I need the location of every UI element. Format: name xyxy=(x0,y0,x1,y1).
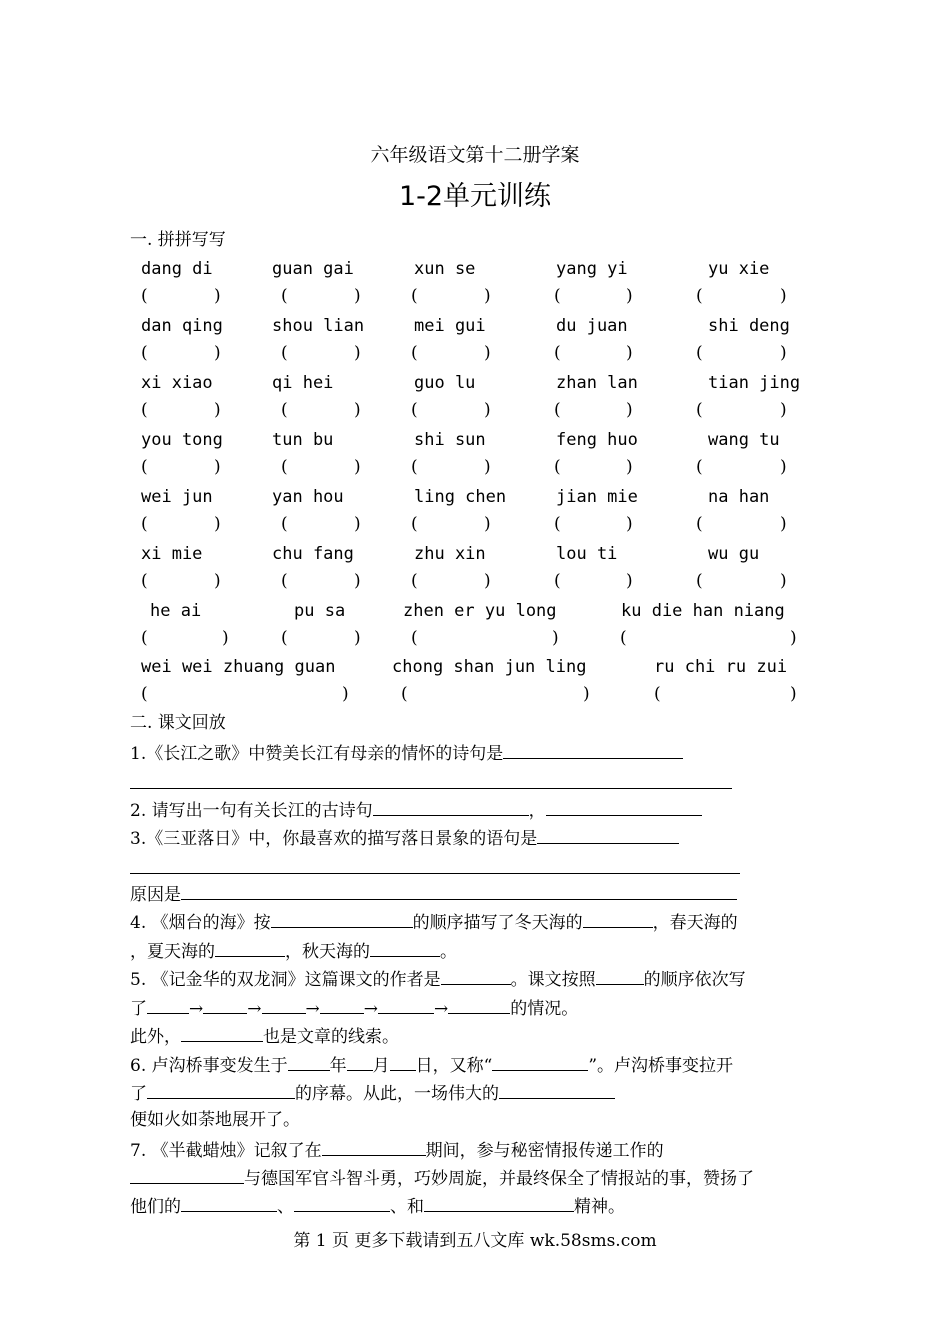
answer-bracket-close[interactable]: ) xyxy=(790,628,797,648)
answer-bracket-close[interactable]: ) xyxy=(780,571,787,591)
answer-bracket-open[interactable]: ( xyxy=(554,286,561,306)
answer-bracket-close[interactable]: ) xyxy=(626,514,633,534)
pinyin-prompt: lou ti xyxy=(556,544,618,564)
answer-blank[interactable] xyxy=(294,1194,390,1212)
answer-blank[interactable] xyxy=(320,996,364,1014)
answer-blank[interactable] xyxy=(147,996,189,1014)
pinyin-prompt: guo lu xyxy=(414,373,476,393)
answer-bracket-close[interactable]: ) xyxy=(626,571,633,591)
question-6-cont2: 便如火如荼地展开了。 xyxy=(130,1110,300,1130)
pinyin-prompt: wei jun xyxy=(141,487,213,507)
answer-bracket-close[interactable]: ) xyxy=(342,684,349,704)
answer-blank[interactable] xyxy=(370,939,440,957)
answer-bracket-open[interactable]: ( xyxy=(141,684,148,704)
answer-blank[interactable] xyxy=(596,967,644,985)
answer-bracket-open[interactable]: ( xyxy=(620,628,627,648)
answer-blank[interactable] xyxy=(390,1053,416,1071)
answer-bracket-close[interactable]: ) xyxy=(790,684,797,704)
question-1: 1.《长江之歌》中赞美长江有母亲的情怀的诗句是 xyxy=(130,741,683,765)
answer-bracket-open[interactable]: ( xyxy=(696,286,703,306)
answer-bracket-open[interactable]: ( xyxy=(554,514,561,534)
pinyin-prompt: shi sun xyxy=(414,430,486,450)
page-title: 六年级语文第十二册学案 xyxy=(370,144,580,166)
pinyin-prompt: chong shan jun ling xyxy=(392,657,587,677)
answer-bracket-close[interactable]: ) xyxy=(626,286,633,306)
pinyin-prompt: dang di xyxy=(141,259,213,279)
answer-bracket-close[interactable]: ) xyxy=(222,628,229,648)
answer-bracket-close[interactable]: ) xyxy=(354,514,361,534)
answer-bracket-close[interactable]: ) xyxy=(484,400,491,420)
pinyin-prompt: xi xiao xyxy=(141,373,213,393)
answer-bracket-close[interactable]: ) xyxy=(214,514,221,534)
question-4: 4. 《烟台的海》按 的顺序描写了冬天海的 ，春天海的 xyxy=(130,910,738,934)
answer-blank[interactable] xyxy=(378,996,434,1014)
answer-bracket-close[interactable]: ) xyxy=(214,286,221,306)
section-1-heading: 一. 拼拼写写 xyxy=(130,230,226,250)
pinyin-prompt: shi deng xyxy=(708,316,790,336)
answer-blank[interactable] xyxy=(373,798,529,816)
answer-bracket-close[interactable]: ) xyxy=(354,457,361,477)
pinyin-prompt: na han xyxy=(708,487,770,507)
answer-blank[interactable] xyxy=(271,910,413,928)
answer-blank[interactable] xyxy=(448,996,510,1014)
answer-bracket-close[interactable]: ) xyxy=(354,628,361,648)
pinyin-prompt: he ai xyxy=(150,601,202,621)
pinyin-prompt: zhan lan xyxy=(556,373,638,393)
answer-bracket-close[interactable]: ) xyxy=(484,343,491,363)
pinyin-prompt: feng huo xyxy=(556,430,638,450)
answer-bracket-open[interactable]: ( xyxy=(281,400,288,420)
question-6: 6. 卢沟桥事变发生于 年 月 日，又称“ ”。卢沟桥事变拉开 xyxy=(130,1053,733,1077)
answer-bracket-open[interactable]: ( xyxy=(281,343,288,363)
pinyin-prompt: zhu xin xyxy=(414,544,486,564)
answer-bracket-open[interactable]: ( xyxy=(141,457,148,477)
pinyin-prompt: yang yi xyxy=(556,259,628,279)
answer-bracket-close[interactable]: ) xyxy=(214,571,221,591)
answer-bracket-open[interactable]: ( xyxy=(696,571,703,591)
question-2: 2. 请写出一句有关长江的古诗句 ， xyxy=(130,798,702,822)
answer-bracket-close[interactable]: ) xyxy=(214,457,221,477)
page-footer: 第 1 页 更多下载请到五八文库 wk.58sms.com xyxy=(293,1231,657,1251)
answer-blank[interactable] xyxy=(147,1081,295,1099)
pinyin-prompt: jian mie xyxy=(556,487,638,507)
question-7-cont: 与德国军官斗智斗勇，巧妙周旋，并最终保全了情报站的事，赞扬了 xyxy=(130,1166,754,1190)
answer-bracket-open[interactable]: ( xyxy=(281,571,288,591)
answer-bracket-open[interactable]: ( xyxy=(696,400,703,420)
pinyin-prompt: zhen er yu long xyxy=(403,601,557,621)
answer-bracket-close[interactable]: ) xyxy=(214,343,221,363)
question-5-cont: 了 → → → → → 的情况。 xyxy=(130,996,578,1020)
answer-blank[interactable] xyxy=(130,1166,244,1184)
pinyin-prompt: yan hou xyxy=(272,487,344,507)
answer-bracket-open[interactable]: ( xyxy=(141,628,148,648)
question-3-reason: 原因是 xyxy=(130,882,737,906)
pinyin-prompt: wu gu xyxy=(708,544,760,564)
answer-bracket-open[interactable]: ( xyxy=(141,514,148,534)
arrow-icon: → xyxy=(363,999,378,1019)
answer-blank[interactable] xyxy=(181,882,737,900)
answer-bracket-open[interactable]: ( xyxy=(281,514,288,534)
answer-blank[interactable] xyxy=(347,1053,373,1071)
answer-bracket-close[interactable]: ) xyxy=(626,457,633,477)
answer-blank[interactable] xyxy=(537,826,679,844)
answer-bracket-close[interactable]: ) xyxy=(626,400,633,420)
answer-bracket-open[interactable]: ( xyxy=(281,457,288,477)
answer-bracket-close[interactable]: ) xyxy=(354,286,361,306)
answer-bracket-close[interactable]: ) xyxy=(780,343,787,363)
answer-blank[interactable] xyxy=(503,741,683,759)
answer-bracket-open[interactable]: ( xyxy=(411,514,418,534)
answer-blank[interactable] xyxy=(181,1024,263,1042)
answer-bracket-close[interactable]: ) xyxy=(484,457,491,477)
answer-bracket-close[interactable]: ) xyxy=(583,684,590,704)
answer-blank[interactable] xyxy=(492,1053,588,1071)
question-7-cont2: 他们的 、 、和 精神。 xyxy=(130,1194,625,1218)
answer-bracket-open[interactable]: ( xyxy=(281,628,288,648)
pinyin-prompt: shou lian xyxy=(272,316,365,336)
answer-bracket-close[interactable]: ) xyxy=(552,628,559,648)
pinyin-prompt: ru chi ru zui xyxy=(654,657,788,677)
answer-bracket-open[interactable]: ( xyxy=(554,571,561,591)
arrow-icon: → xyxy=(305,999,320,1019)
question-4-cont: ，夏天海的 ，秋天海的 。 xyxy=(130,939,457,963)
pinyin-prompt: guan gai xyxy=(272,259,354,279)
answer-blank[interactable] xyxy=(583,910,653,928)
answer-bracket-open[interactable]: ( xyxy=(696,343,703,363)
answer-bracket-open[interactable]: ( xyxy=(554,400,561,420)
page-subtitle: 1-2单元训练 xyxy=(398,181,552,212)
answer-bracket-close[interactable]: ) xyxy=(780,457,787,477)
answer-bracket-open[interactable]: ( xyxy=(696,457,703,477)
answer-blank[interactable] xyxy=(288,1053,330,1071)
pinyin-prompt: mei gui xyxy=(414,316,486,336)
arrow-icon: → xyxy=(434,999,449,1019)
answer-bracket-close[interactable]: ) xyxy=(484,286,491,306)
question-5: 5. 《记金华的双龙洞》这篇课文的作者是 。课文按照 的顺序依次写 xyxy=(130,967,746,991)
pinyin-prompt: pu sa xyxy=(294,601,346,621)
answer-bracket-open[interactable]: ( xyxy=(141,343,148,363)
question-5-cont2: 此外， 也是文章的线索。 xyxy=(130,1024,399,1048)
answer-blank[interactable] xyxy=(262,996,306,1014)
answer-bracket-close[interactable]: ) xyxy=(354,343,361,363)
answer-bracket-open[interactable]: ( xyxy=(554,343,561,363)
answer-bracket-open[interactable]: ( xyxy=(411,628,418,648)
answer-bracket-close[interactable]: ) xyxy=(214,400,221,420)
answer-bracket-open[interactable]: ( xyxy=(554,457,561,477)
answer-blank[interactable] xyxy=(546,798,702,816)
answer-bracket-open[interactable]: ( xyxy=(696,514,703,534)
answer-blank[interactable] xyxy=(215,939,285,957)
answer-bracket-close[interactable]: ) xyxy=(484,571,491,591)
answer-bracket-open[interactable]: ( xyxy=(401,684,408,704)
answer-bracket-open[interactable]: ( xyxy=(411,571,418,591)
answer-blank[interactable] xyxy=(181,1194,277,1212)
section-2-heading: 二. 课文回放 xyxy=(130,713,226,733)
answer-blank[interactable] xyxy=(424,1194,574,1212)
pinyin-prompt: dan qing xyxy=(141,316,223,336)
pinyin-prompt: du juan xyxy=(556,316,628,336)
answer-bracket-close[interactable]: ) xyxy=(780,400,787,420)
answer-bracket-open[interactable]: ( xyxy=(141,400,148,420)
answer-bracket-open[interactable]: ( xyxy=(411,457,418,477)
answer-bracket-open[interactable]: ( xyxy=(281,286,288,306)
question-3: 3.《三亚落日》中，你最喜欢的描写落日景象的语句是 xyxy=(130,826,679,850)
answer-blank[interactable] xyxy=(441,967,511,985)
answer-bracket-close[interactable]: ) xyxy=(354,400,361,420)
pinyin-prompt: qi hei xyxy=(272,373,334,393)
answer-blank[interactable] xyxy=(203,996,247,1014)
answer-bracket-close[interactable]: ) xyxy=(354,571,361,591)
answer-blank[interactable] xyxy=(322,1138,426,1156)
answer-bracket-open[interactable]: ( xyxy=(141,286,148,306)
pinyin-prompt: xun se xyxy=(414,259,476,279)
answer-bracket-close[interactable]: ) xyxy=(484,514,491,534)
answer-bracket-open[interactable]: ( xyxy=(654,684,661,704)
pinyin-prompt: tun bu xyxy=(272,430,334,450)
answer-line[interactable] xyxy=(130,788,732,789)
arrow-icon: → xyxy=(189,999,204,1019)
pinyin-prompt: wei wei zhuang guan xyxy=(141,657,336,677)
answer-blank[interactable] xyxy=(499,1081,615,1099)
arrow-icon: → xyxy=(247,999,262,1019)
pinyin-prompt: wang tu xyxy=(708,430,780,450)
answer-line[interactable] xyxy=(130,873,740,874)
answer-bracket-close[interactable]: ) xyxy=(626,343,633,363)
answer-bracket-open[interactable]: ( xyxy=(411,343,418,363)
pinyin-prompt: ku die han niang xyxy=(621,601,785,621)
pinyin-prompt: tian jing xyxy=(708,373,801,393)
pinyin-prompt: ling chen xyxy=(414,487,507,507)
answer-bracket-open[interactable]: ( xyxy=(411,286,418,306)
question-7: 7. 《半截蜡烛》记叙了在 期间，参与秘密情报传递工作的 xyxy=(130,1138,664,1162)
question-6-cont: 了 的序幕。从此，一场伟大的 xyxy=(130,1081,615,1105)
pinyin-prompt: xi mie xyxy=(141,544,203,564)
answer-bracket-open[interactable]: ( xyxy=(141,571,148,591)
answer-bracket-close[interactable]: ) xyxy=(780,286,787,306)
answer-bracket-close[interactable]: ) xyxy=(780,514,787,534)
answer-bracket-open[interactable]: ( xyxy=(411,400,418,420)
pinyin-prompt: you tong xyxy=(141,430,223,450)
pinyin-prompt: yu xie xyxy=(708,259,770,279)
pinyin-prompt: chu fang xyxy=(272,544,354,564)
